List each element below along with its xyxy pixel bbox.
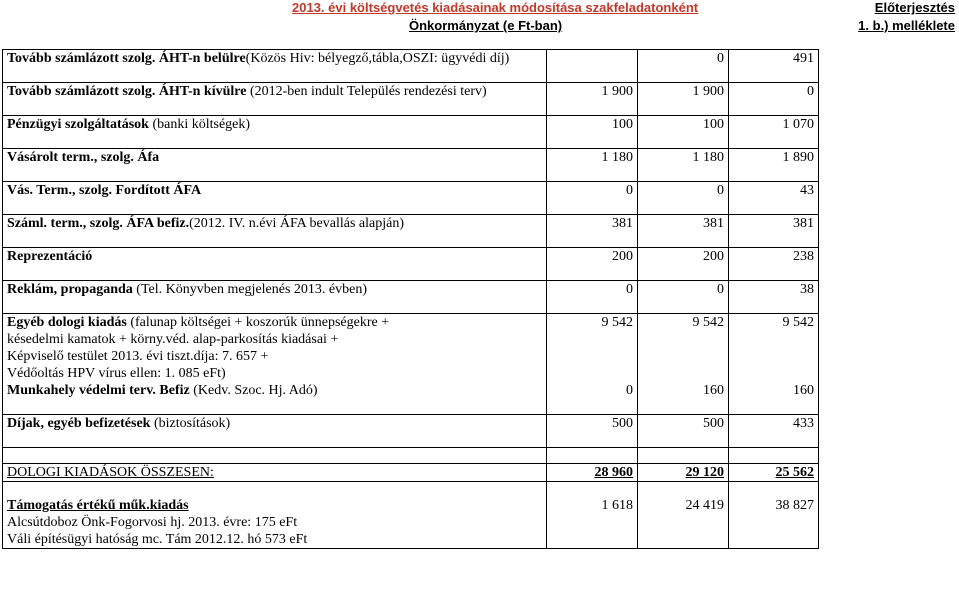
cell-actual: 491 (729, 50, 819, 68)
cell-original (547, 50, 638, 68)
total-row (3, 464, 819, 482)
table-row (3, 149, 819, 167)
cell-modified: 1 900 (638, 83, 729, 101)
cell-original: 100 (547, 116, 638, 134)
cell-original: 9 542 (547, 314, 638, 332)
cell-modified: 9 542 (638, 314, 729, 332)
table-row (3, 182, 819, 200)
table-row (3, 415, 819, 433)
cell-modified: 1 180 (638, 149, 729, 167)
row-label: Pénzügyi szolgáltatások (banki költségek) (3, 116, 547, 134)
document-title-line2: Önkormányzat (e Ft-ban) (409, 18, 563, 33)
row-label: Reprezentáció (3, 248, 547, 266)
cell-modified: 100 (638, 116, 729, 134)
total-original: 28 960 (547, 464, 638, 482)
cell-original: 1 180 (547, 149, 638, 167)
cell-actual: 1 070 (729, 116, 819, 134)
row-label: Vásárolt term., szolg. Áfa (3, 149, 547, 167)
cell-original: 500 (547, 415, 638, 433)
cell-actual: 160 (729, 382, 819, 399)
row-note: Váli építésügyi hatóság mc. Tám 2012.12. hó 573 eFt (3, 531, 547, 549)
cell-actual: 38 827 (729, 497, 819, 514)
document-title-line1: 2013. évi költségvetés kiadásainak módosítása szakfeladatonként (292, 0, 699, 15)
row-label: Egyéb dologi kiadás (falunap költségei + koszorúk ünnepségekre + (3, 314, 547, 332)
cell-modified: 24 419 (638, 497, 729, 514)
cell-actual: 1 890 (729, 149, 819, 167)
row-label: Munkahely védelmi terv. Befiz (Kedv. Szoc. Hj. Adó) (3, 382, 547, 399)
cell-actual: 381 (729, 215, 819, 233)
row-label: Vás. Term., szolg. Fordított ÁFA (3, 182, 547, 200)
table-row (3, 83, 819, 101)
cell-modified: 500 (638, 415, 729, 433)
cell-original: 1 618 (547, 497, 638, 514)
cell-actual: 0 (729, 83, 819, 101)
cell-actual: 433 (729, 415, 819, 433)
cell-modified: 0 (638, 281, 729, 299)
expense-table (2, 49, 819, 549)
cell-original: 381 (547, 215, 638, 233)
total-modified: 29 120 (638, 464, 729, 482)
cell-original: 0 (547, 182, 638, 200)
row-label: Száml. term., szolg. ÁFA befiz.(2012. IV. n.évi ÁFA bevallás alapján) (3, 215, 547, 233)
cell-actual: 43 (729, 182, 819, 200)
row-label: Díjak, egyéb befizetések (biztosítások) (3, 415, 547, 433)
cell-modified: 381 (638, 215, 729, 233)
cell-original: 0 (547, 281, 638, 299)
cell-actual: 9 542 (729, 314, 819, 332)
row-label: Tovább számlázott szolg. ÁHT-n belülre(Közös Hiv: bélyegző,tábla,OSZI: ügyvédi díj) (3, 50, 547, 68)
cell-modified: 160 (638, 382, 729, 399)
cell-modified: 0 (638, 50, 729, 68)
cell-modified: 0 (638, 182, 729, 200)
total-label: DOLOGI KIADÁSOK ÖSSZESEN: (3, 464, 547, 482)
table-row (3, 314, 819, 332)
row-note: Alcsútdoboz Önk-Fogorvosi hj. 2013. évre: 175 eFt (3, 514, 547, 531)
annex-label: 1. b.) melléklete (858, 18, 955, 33)
row-label: Támogatás értékű műk.kiadás (3, 497, 547, 514)
row-label: Reklám, propaganda (Tel. Könyvben megjelenés 2013. évben) (3, 281, 547, 299)
table-row (3, 50, 819, 68)
table-row (3, 281, 819, 299)
total-actual: 25 562 (729, 464, 819, 482)
cell-actual: 38 (729, 281, 819, 299)
cell-original: 0 (547, 382, 638, 399)
cell-modified: 200 (638, 248, 729, 266)
table-row (3, 215, 819, 233)
cell-original: 1 900 (547, 83, 638, 101)
table-row (3, 248, 819, 266)
table-row (3, 382, 819, 399)
table-row (3, 497, 819, 514)
row-note: Képviselő testület 2013. évi tiszt.díja: 7. 657 + (3, 348, 547, 365)
cell-original: 200 (547, 248, 638, 266)
cell-actual: 238 (729, 248, 819, 266)
proposal-label: Előterjesztés (874, 0, 955, 15)
row-label: Tovább számlázott szolg. ÁHT-n kívülre (2012-ben indult Település rendezési terv) (3, 83, 547, 101)
row-note: Védőoltás HPV vírus ellen: 1. 085 eFt) (3, 365, 547, 382)
row-note: késedelmi kamatok + körny.véd. alap-parkosítás kiadásai + (3, 331, 547, 348)
table-row (3, 116, 819, 134)
